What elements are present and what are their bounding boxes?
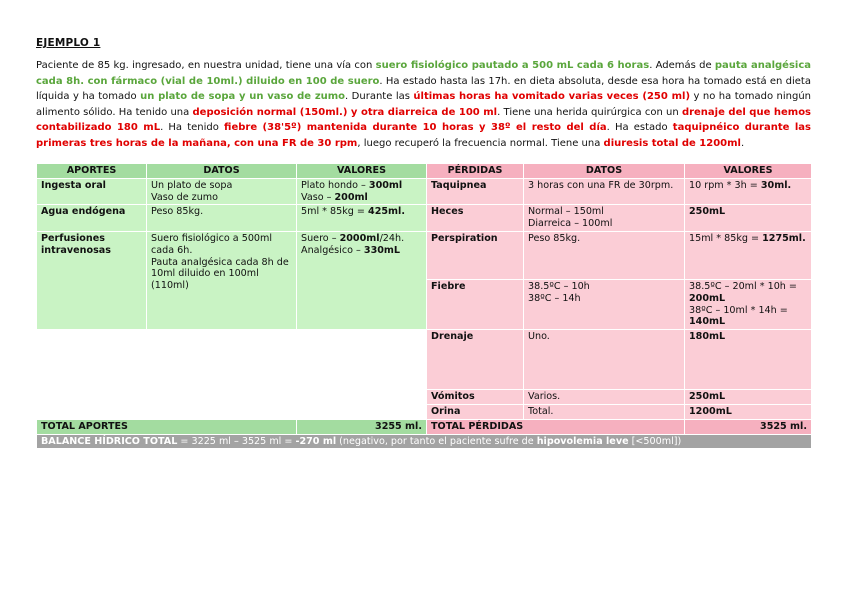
table-row <box>37 178 812 205</box>
perdidas-valores <box>685 390 812 405</box>
balance-segment: hipovolemia leve <box>536 435 629 447</box>
balance-segment: (negativo, por tanto el paciente sufre de <box>336 435 537 447</box>
aportes-datos-line: Un plato de sopa <box>151 179 233 191</box>
aportes-valores-line <box>301 192 422 204</box>
perdidas-datos <box>524 330 685 390</box>
total-aportes-label: TOTAL APORTES <box>37 419 297 434</box>
balance-segment: = 3225 ml – 3525 ml = <box>177 435 296 447</box>
paragraph-segment: , luego recuperó la frecuencia normal. Tiene una <box>357 137 604 149</box>
column-header-datos-p: DATOS <box>524 164 685 179</box>
value-text: 5ml * 85kg = <box>301 206 369 218</box>
aportes-label: Perfusiones intravenosas <box>37 231 147 329</box>
aportes-valores <box>297 231 427 329</box>
paragraph-segment: . Ha estado hasta las 17h. en dieta absoluta, desde esa hora ha tomado está en dieta líquida y ha tomado <box>36 75 811 103</box>
value-text: 10 rpm * 3h = <box>689 179 761 191</box>
perdidas-valores-line <box>689 305 807 317</box>
perdidas-datos <box>524 404 685 419</box>
value-bold: 200ml <box>334 191 368 203</box>
paragraph-segment: pauta analgésica cada 8h. con fármaco (vial de 10ml.) diluido en 100 de suero <box>36 60 812 87</box>
perdidas-datos-line: 3 horas con una FR de 30rpm. <box>528 179 674 191</box>
value-bold: 300ml <box>368 179 403 191</box>
paragraph-segment: . Tiene una herida quirúrgica con un <box>497 106 682 118</box>
column-header-perdidas: PÉRDIDAS <box>427 164 524 179</box>
paragraph-segment: y no ha tomado ningún alimento sólido. Ha tenido una <box>36 91 811 118</box>
balance-row <box>37 434 812 449</box>
perdidas-valores-line <box>689 281 807 293</box>
perdidas-valores <box>685 279 812 329</box>
perdidas-valores-line <box>689 180 807 192</box>
value-bold: 330mL <box>363 244 401 256</box>
paragraph-segment: . <box>740 137 745 149</box>
aportes-datos-line: Suero fisiológico a 500ml cada 6h. <box>151 232 273 256</box>
balance-segment: -270 ml <box>295 435 337 447</box>
value-text: Vaso – <box>301 191 335 203</box>
aportes-datos-line: Vaso de zumo <box>151 191 218 203</box>
balance-cell <box>37 434 812 449</box>
aportes-valores <box>297 205 427 232</box>
value-bold: 2000ml <box>339 232 380 244</box>
value-bold: 30ml. <box>760 179 792 191</box>
table-row <box>37 330 812 390</box>
paragraph-segment: suero fisiológico pautado a 500 mL cada 6 horas <box>375 60 650 71</box>
perdidas-valores-line <box>689 316 807 328</box>
perdidas-datos-line: 38ºC – 14h <box>528 292 581 304</box>
total-aportes-value: 3255 ml. <box>297 419 427 434</box>
aportes-valores-line <box>301 206 422 218</box>
paragraph-segment: Paciente de 85 kg. ingresado, en nuestra unidad, tiene una vía con <box>36 60 376 71</box>
perdidas-datos <box>524 279 685 329</box>
column-header-aportes: APORTES <box>37 164 147 179</box>
perdidas-label: Vómitos <box>427 390 524 405</box>
case-description-paragraph <box>36 58 811 152</box>
perdidas-label: Taquipnea <box>427 178 524 205</box>
column-header-valores-a: VALORES <box>297 164 427 179</box>
value-text: 38.5ºC – 20ml * 10h = <box>689 280 797 292</box>
total-perdidas-value: 3525 ml. <box>685 419 812 434</box>
value-bold: 180mL <box>689 331 726 343</box>
paragraph-segment: diuresis total de 1200ml <box>603 137 741 149</box>
value-bold: 200mL <box>689 292 726 304</box>
aportes-datos <box>147 178 297 205</box>
value-bold: 140mL <box>689 316 726 328</box>
value-text: Analgésico – <box>301 244 364 256</box>
perdidas-datos-line: Total. <box>528 405 554 417</box>
perdidas-valores-line <box>689 293 807 305</box>
fluid-balance-table <box>36 163 812 449</box>
value-bold: 1275ml. <box>762 232 806 244</box>
table-row <box>37 205 812 232</box>
perdidas-label: Drenaje <box>427 330 524 390</box>
perdidas-datos <box>524 231 685 279</box>
perdidas-datos-line: Peso 85kg. <box>528 232 581 244</box>
value-bold: 1200mL <box>689 405 732 417</box>
paragraph-segment: un plato de sopa y un vaso de zumo <box>140 91 346 103</box>
perdidas-valores-line <box>689 406 807 418</box>
perdidas-datos-line: 38.5ºC – 10h <box>528 280 590 292</box>
paragraph-segment: taquipnéico durante las primeras tres horas de la mañana, con una FR de 30 rpm <box>36 122 811 149</box>
aportes-datos <box>147 205 297 232</box>
table-row <box>37 231 812 279</box>
value-bold: 425ml. <box>368 206 405 218</box>
balance-segment: [<500ml]) <box>628 435 682 447</box>
value-text: 38ºC – 10ml * 14h = <box>689 304 788 316</box>
aportes-datos-line: Pauta analgésica cada 8h de 10ml diluido en 100ml (110ml) <box>151 256 289 292</box>
value-text: 15ml * 85kg = <box>689 232 763 244</box>
perdidas-valores-line <box>689 391 807 403</box>
aportes-valores-line <box>301 233 422 245</box>
total-perdidas-label: TOTAL PÉRDIDAS <box>427 419 685 434</box>
perdidas-valores <box>685 178 812 205</box>
column-header-valores-p: VALORES <box>685 164 812 179</box>
perdidas-datos-line: Diarreica – 100ml <box>528 218 613 230</box>
value-suffix: /24h. <box>379 232 405 244</box>
perdidas-label: Orina <box>427 404 524 419</box>
value-bold: 250mL <box>689 391 726 403</box>
perdidas-label: Perspiration <box>427 231 524 279</box>
perdidas-datos-line: Uno. <box>528 331 550 343</box>
aportes-datos-line: Peso 85kg. <box>151 206 204 218</box>
paragraph-segment: drenaje del que hemos contabilizado 180 mL <box>36 106 812 134</box>
aportes-label: Ingesta oral <box>37 178 147 205</box>
paragraph-segment: . Ha tenido <box>160 122 225 134</box>
section-heading: EJEMPLO 1 <box>36 37 101 49</box>
value-bold: 250mL <box>689 206 726 218</box>
perdidas-datos-line: Varios. <box>528 391 561 403</box>
column-header-datos-a: DATOS <box>147 164 297 179</box>
aportes-label: Agua endógena <box>37 205 147 232</box>
perdidas-datos-line: Normal – 150ml <box>528 206 604 218</box>
table-header-row <box>37 164 812 179</box>
perdidas-valores <box>685 205 812 232</box>
perdidas-valores-line <box>689 331 807 343</box>
aportes-valores-line <box>301 245 422 257</box>
perdidas-datos <box>524 178 685 205</box>
value-text: Plato hondo – <box>301 179 369 191</box>
perdidas-label: Fiebre <box>427 279 524 329</box>
perdidas-valores-line <box>689 233 807 245</box>
aportes-valores-line <box>301 180 422 192</box>
perdidas-valores <box>685 404 812 419</box>
perdidas-label: Heces <box>427 205 524 232</box>
paragraph-segment: deposición normal (150ml.) y otra diarreica de 100 ml <box>192 106 498 118</box>
paragraph-segment: . Durante las <box>345 91 414 103</box>
value-text: Suero – <box>301 232 340 244</box>
perdidas-valores <box>685 330 812 390</box>
totals-row <box>37 419 812 434</box>
perdidas-valores <box>685 231 812 279</box>
empty-filler <box>37 330 427 420</box>
aportes-datos <box>147 231 297 329</box>
paragraph-segment: fiebre (38'5º) mantenida durante 10 horas y 38º el resto del día <box>224 122 607 134</box>
balance-segment: BALANCE HÍDRICO TOTAL <box>41 435 178 447</box>
perdidas-valores-line <box>689 206 807 218</box>
paragraph-segment: . Además de <box>649 60 715 71</box>
paragraph-segment: últimas horas ha vomitado varias veces (250 ml) <box>413 91 691 103</box>
paragraph-segment: . Ha estado <box>606 122 673 134</box>
perdidas-datos <box>524 205 685 232</box>
perdidas-datos <box>524 390 685 405</box>
aportes-valores <box>297 178 427 205</box>
